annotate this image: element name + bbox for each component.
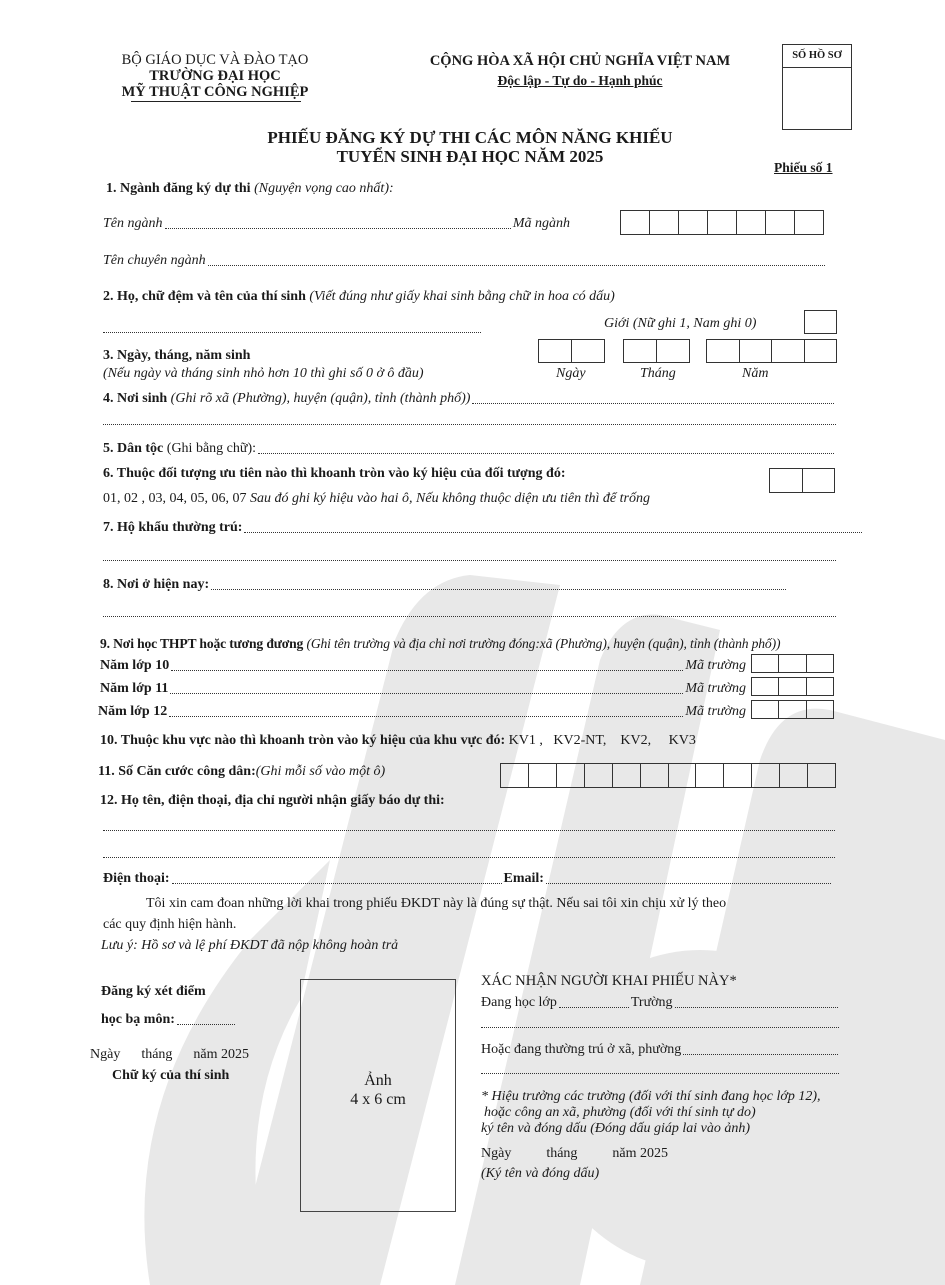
section-5-note: (Ghi bằng chữ): [166, 441, 257, 456]
input-cell[interactable] [650, 211, 679, 234]
grade-12-code-boxes[interactable] [751, 700, 834, 719]
gender-box[interactable] [804, 310, 837, 334]
form-title-line2: TUYỂN SINH ĐẠI HỌC NĂM 2025 [336, 147, 604, 166]
grade-11-code-boxes[interactable] [751, 677, 834, 696]
ethnicity-field[interactable] [258, 453, 834, 454]
register-score-label: học bạ môn: [101, 1012, 175, 1027]
input-cell[interactable] [795, 211, 823, 234]
major-name-field[interactable] [165, 228, 511, 229]
file-number-box[interactable] [782, 44, 852, 130]
birth-month-boxes[interactable] [623, 339, 690, 363]
current-address-field-line2[interactable] [103, 616, 836, 617]
input-cell[interactable] [585, 764, 613, 787]
contact-row [103, 871, 833, 887]
country-name: CỘNG HÒA XÃ HỘI CHỦ NGHĨA VIỆT NAM [429, 53, 731, 69]
recipient-field-line2[interactable] [103, 857, 835, 858]
permanent-address-field[interactable] [244, 532, 862, 533]
grade-10-row [100, 658, 746, 674]
country-block [400, 52, 760, 90]
section-3-note: (Nếu ngày và tháng sinh nhỏ hơn 10 thì ghi số 0 ở ô đầu) [103, 366, 424, 381]
ministry-name: BỘ GIÁO DỤC VÀ ĐÀO TẠO [121, 52, 309, 68]
specialization-label: Tên chuyên ngành [103, 253, 206, 268]
class-field[interactable] [559, 1007, 629, 1008]
section-9-label: 9. Nơi học THPT hoặc tương đương [100, 636, 304, 651]
citizen-id-boxes[interactable] [500, 763, 836, 788]
major-name-row [103, 216, 570, 232]
phone-label: Điện thoại: [103, 871, 170, 886]
priority-codes[interactable]: 01, 02 , 03, 04, 05, 06, 07 [103, 491, 247, 506]
section-9-heading [100, 636, 780, 652]
birthplace-field[interactable] [472, 403, 834, 404]
input-cell[interactable] [807, 678, 833, 695]
school-field-line2[interactable] [481, 1027, 839, 1028]
grade-12-label: Năm lớp 12 [98, 704, 168, 719]
confirmation-note1: * Hiệu trưởng các trường (đối với thí sinh đang học lớp 12), [481, 1089, 821, 1104]
year-label: Năm [742, 366, 769, 381]
section-2-heading [103, 289, 615, 305]
school-field[interactable] [675, 1007, 838, 1008]
motto: Độc lập - Tự do - Hạnh phúc [497, 73, 663, 88]
grade-10-code-label: Mã trường [685, 658, 746, 673]
birthplace-field-line2[interactable] [103, 424, 836, 425]
section-6-detail [103, 491, 650, 507]
input-cell[interactable] [707, 340, 740, 362]
ministry-block [100, 52, 330, 100]
grade-11-row [100, 681, 746, 697]
priority-boxes[interactable] [769, 468, 835, 493]
current-address-field[interactable] [211, 589, 786, 590]
section-4-note: (Ghi rõ xã (Phường), huyện (quận), tỉnh (thành phố)) [170, 391, 471, 406]
grade-11-school-field[interactable] [170, 693, 683, 694]
gender-label: Giới (Nữ ghi 1, Nam ghi 0) [604, 316, 757, 331]
input-cell[interactable] [501, 764, 529, 787]
section-3-label: 3. Ngày, tháng, năm sinh [103, 348, 251, 363]
register-score-line1: Đăng ký xét điểm [101, 984, 206, 999]
confirmation-sign-label: (Ký tên và đóng dấu) [481, 1166, 600, 1181]
section-10-heading [100, 733, 696, 749]
school-name-line2: MỸ THUẬT CÔNG NGHIỆP [121, 84, 309, 100]
declaration-note: Lưu ý: Hồ sơ và lệ phí ĐKDT đã nộp không hoàn trả [101, 938, 399, 953]
form-title-line1: PHIẾU ĐĂNG KÝ DỰ THI CÁC MÔN NĂNG KHIẾU [267, 128, 673, 147]
input-cell[interactable] [807, 655, 833, 672]
grade-12-code-label: Mã trường [685, 704, 746, 719]
file-number-label: SỐ HỒ SƠ [783, 45, 851, 68]
section-4-label: 4. Nơi sinh [103, 391, 168, 406]
input-cell[interactable] [752, 764, 780, 787]
major-code-label: Mã ngành [512, 216, 570, 231]
section-6-note: Sau đó ghi ký hiệu vào hai ô, Nếu không thuộc diện ưu tiên thì để trống [250, 491, 650, 506]
input-cell[interactable] [669, 764, 697, 787]
permanent-address-field-line2[interactable] [103, 560, 836, 561]
email-field[interactable] [546, 883, 831, 884]
input-cell[interactable] [572, 340, 604, 362]
major-name-label: Tên ngành [103, 216, 163, 231]
specialization-row [103, 253, 827, 269]
input-cell[interactable] [772, 340, 805, 362]
full-name-field[interactable] [103, 332, 481, 333]
input-cell[interactable] [770, 469, 803, 492]
input-cell[interactable] [752, 678, 779, 695]
area-codes[interactable]: KV1 , KV2-NT, KV2, KV3 [508, 733, 696, 748]
input-cell[interactable] [708, 211, 737, 234]
section-12-label: 12. Họ tên, điện thoại, địa chỉ người nhận giấy báo dự thi: [100, 793, 445, 808]
confirmation-note3: ký tên và đóng dấu (Đóng dấu giáp lai vào ảnh) [481, 1121, 751, 1136]
candidate-date: Ngày tháng năm 2025 [90, 1047, 250, 1062]
email-label: Email: [503, 871, 544, 886]
section-5-label: 5. Dân tộc [103, 441, 164, 456]
major-code-boxes[interactable] [620, 210, 824, 235]
input-cell[interactable] [805, 340, 837, 362]
header-underline [131, 101, 301, 102]
section-11-note: (Ghi mỗi số vào một ô) [255, 764, 386, 779]
month-label: Tháng [640, 366, 676, 381]
input-cell[interactable] [657, 340, 689, 362]
section-5-row [103, 441, 836, 457]
input-cell[interactable] [737, 211, 766, 234]
candidate-signature-label: Chữ ký của thí sinh [112, 1068, 230, 1083]
input-cell[interactable] [529, 764, 557, 787]
input-cell[interactable] [724, 764, 752, 787]
input-cell[interactable] [803, 469, 835, 492]
phone-field[interactable] [172, 883, 502, 884]
grade-10-label: Năm lớp 10 [100, 658, 170, 673]
photo-size: 4 x 6 cm [350, 1091, 406, 1108]
section-1-label: 1. Ngành đăng ký dự thi [106, 181, 251, 196]
birth-year-boxes[interactable] [706, 339, 837, 363]
input-cell[interactable] [807, 701, 833, 718]
residence-label: Hoặc đang thường trú ở xã, phường [481, 1042, 682, 1057]
section-7-label: 7. Hộ khẩu thường trú: [103, 520, 243, 535]
confirmation-title: XÁC NHẬN NGƯỜI KHAI PHIẾU NÀY* [481, 973, 737, 989]
input-cell[interactable] [805, 311, 836, 333]
input-cell[interactable] [696, 764, 724, 787]
declaration-line1: Tôi xin cam đoan những lời khai trong phiếu ĐKDT này là đúng sự thật. Nếu sai tôi xin chịu xử lý theo [146, 896, 727, 911]
input-cell[interactable] [779, 678, 806, 695]
residence-row [481, 1042, 840, 1058]
input-cell[interactable] [621, 211, 650, 234]
section-10-label: 10. Thuộc khu vực nào thì khoanh tròn vào ký hiệu của khu vực đó: [100, 733, 506, 748]
section-8-label: 8. Nơi ở hiện nay: [103, 577, 210, 592]
grade-12-row [98, 704, 746, 720]
register-subject-field[interactable] [177, 1024, 235, 1025]
section-11-heading [98, 764, 385, 780]
section-7-row [103, 520, 864, 536]
input-cell[interactable] [557, 764, 585, 787]
section-4-row [103, 391, 836, 407]
input-cell[interactable] [539, 340, 572, 362]
grade-11-code-label: Mã trường [685, 681, 746, 696]
section-9-note: (Ghi tên trường và địa chỉ nơi trường đóng:xã (Phường), huyện (quận), tỉnh (thành phố)) [306, 636, 781, 651]
section-1-heading [106, 181, 394, 197]
grade-10-code-boxes[interactable] [751, 654, 834, 673]
input-cell[interactable] [779, 655, 806, 672]
input-cell[interactable] [641, 764, 669, 787]
grade-11-label: Năm lớp 11 [100, 681, 169, 696]
input-cell[interactable] [779, 701, 806, 718]
photo-box[interactable] [300, 979, 456, 1212]
confirmation-date: Ngày tháng năm 2025 [481, 1146, 669, 1161]
input-cell[interactable] [780, 764, 808, 787]
input-cell[interactable] [624, 340, 657, 362]
school-name-line1: TRƯỜNG ĐẠI HỌC [149, 68, 281, 84]
input-cell[interactable] [679, 211, 708, 234]
input-cell[interactable] [752, 701, 779, 718]
grade-10-school-field[interactable] [171, 670, 683, 671]
input-cell[interactable] [613, 764, 641, 787]
birth-day-boxes[interactable] [538, 339, 605, 363]
input-cell[interactable] [766, 211, 795, 234]
register-score-row [101, 1012, 237, 1028]
photo-label: Ảnh [364, 1072, 392, 1089]
input-cell[interactable] [752, 655, 779, 672]
section-8-row [103, 577, 788, 593]
residence-field-line2[interactable] [481, 1073, 839, 1074]
section-1-note: (Nguyện vọng cao nhất): [254, 181, 394, 196]
section-2-note: (Viết đúng như giấy khai sinh bằng chữ in hoa có dấu) [309, 289, 615, 304]
phone-label-text: Điện thoại [103, 871, 165, 886]
declaration-line2: các quy định hiện hành. [103, 917, 237, 932]
section-6-label: 6. Thuộc đối tượng ưu tiên nào thì khoanh tròn vào ký hiệu của đối tượng đó: [103, 466, 566, 481]
residence-field[interactable] [683, 1054, 838, 1055]
form-title [200, 128, 740, 166]
specialization-field[interactable] [208, 265, 825, 266]
confirmation-note2: hoặc công an xã, phường (đối với thí sinh tự do) [484, 1105, 756, 1120]
section-2-label: 2. Họ, chữ đệm và tên của thí sinh [103, 289, 306, 304]
input-cell[interactable] [808, 764, 835, 787]
school-label: Trường [630, 995, 673, 1010]
recipient-field-line1[interactable] [103, 830, 835, 831]
grade-12-school-field[interactable] [169, 716, 683, 717]
day-label: Ngày [556, 366, 586, 381]
form-number: Phiếu số 1 [774, 160, 833, 175]
input-cell[interactable] [740, 340, 773, 362]
class-label: Đang học lớp [481, 995, 557, 1010]
section-11-label: 11. Số Căn cước công dân: [98, 764, 256, 779]
class-school-row [481, 995, 840, 1011]
